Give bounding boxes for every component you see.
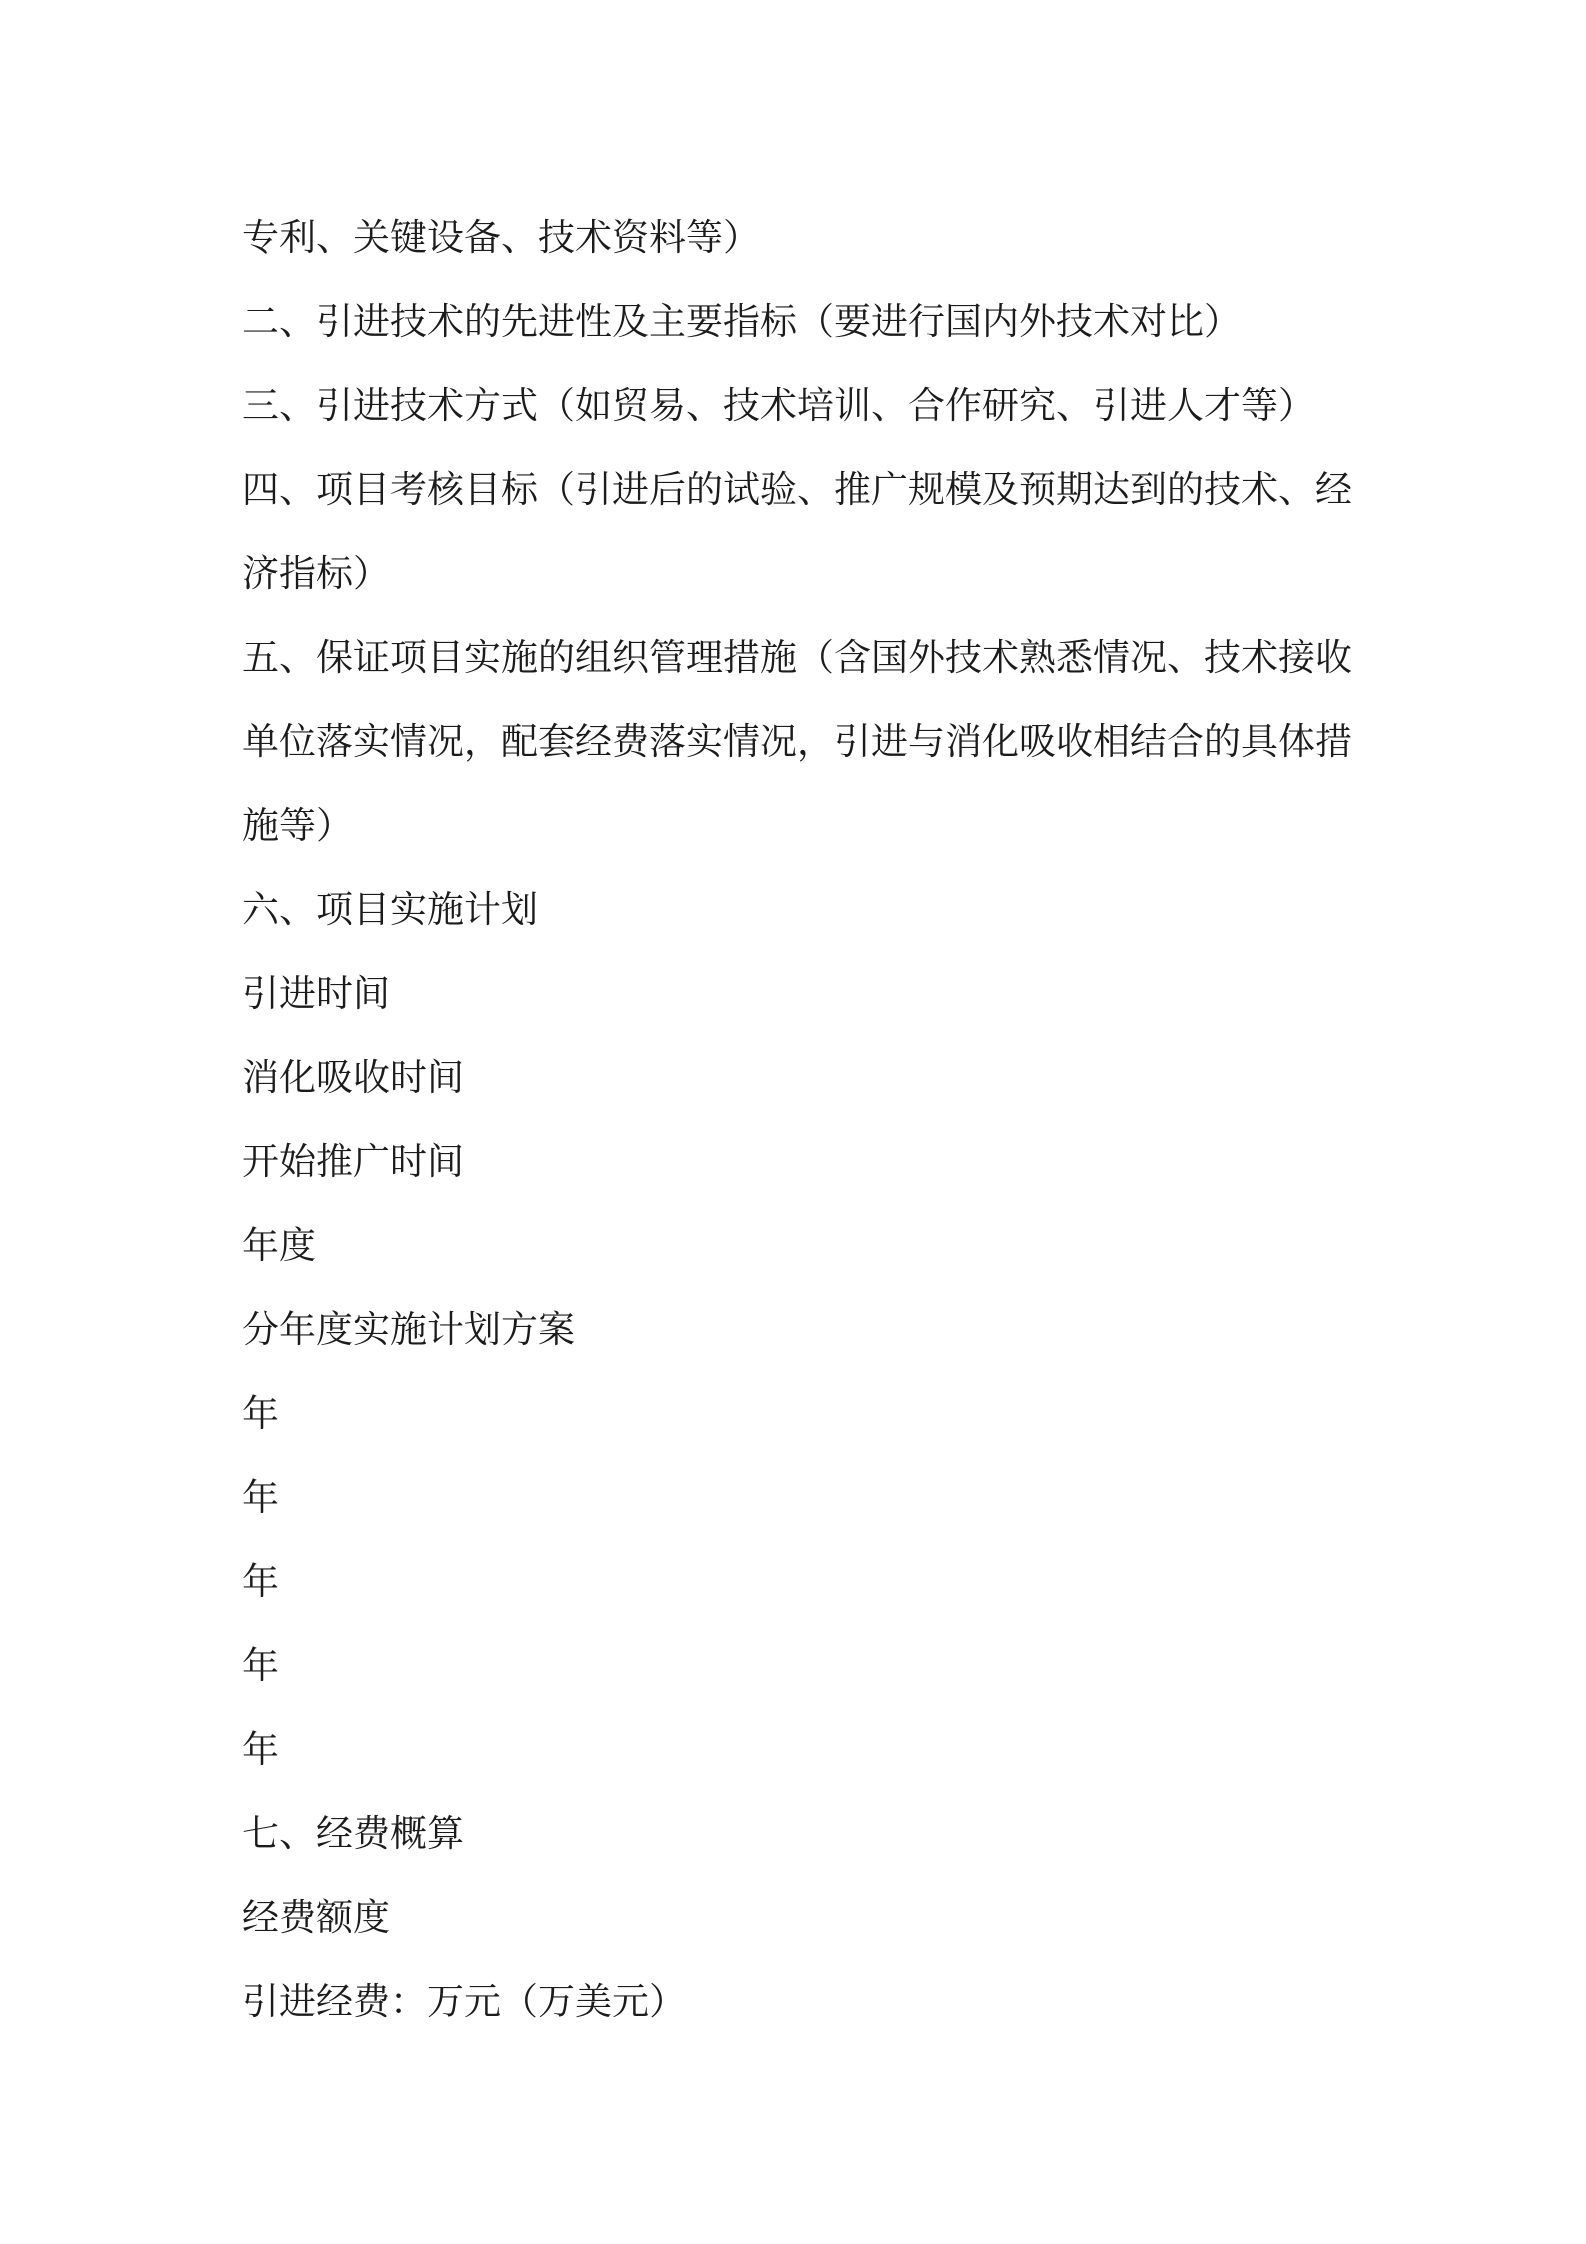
section-6-heading: 六、项目实施计划: [242, 888, 538, 931]
section-5-heading-continued-2: 施等）: [242, 804, 353, 847]
section-2-heading: 二、引进技术的先进性及主要指标（要进行国内外技术对比）: [242, 300, 1241, 343]
annual-plan-year-2: 年: [242, 1476, 279, 1519]
section-3-heading: 三、引进技术方式（如贸易、技术培训、合作研究、引进人才等）: [242, 384, 1315, 427]
annual-plan-label: 分年度实施计划方案: [242, 1308, 575, 1351]
annual-plan-year-1: 年: [242, 1392, 279, 1435]
text-line-continuation-items: 专利、关键设备、技术资料等）: [242, 216, 760, 259]
section-5-heading: 五、保证项目实施的组织管理措施（含国外技术熟悉情况、技术接收: [242, 636, 1352, 679]
section-4-heading: 四、项目考核目标（引进后的试验、推广规模及预期达到的技术、经: [242, 468, 1352, 511]
introduction-funding-label: 引进经费：万元（万美元）: [242, 1980, 686, 2023]
absorption-time-label: 消化吸收时间: [242, 1056, 464, 1099]
annual-plan-year-5: 年: [242, 1728, 279, 1771]
funding-amount-label: 经费额度: [242, 1896, 390, 1939]
section-5-heading-continued-1: 单位落实情况，配套经费落实情况，引进与消化吸收相结合的具体措: [242, 720, 1352, 763]
year-label: 年度: [242, 1224, 316, 1267]
document-body: [242, 196, 1362, 2044]
promotion-start-time-label: 开始推广时间: [242, 1140, 464, 1183]
section-7-heading: 七、经费概算: [242, 1812, 464, 1855]
annual-plan-year-4: 年: [242, 1644, 279, 1687]
section-4-heading-continued: 济指标）: [242, 552, 390, 595]
annual-plan-year-3: 年: [242, 1560, 279, 1603]
introduction-time-label: 引进时间: [242, 972, 390, 1015]
